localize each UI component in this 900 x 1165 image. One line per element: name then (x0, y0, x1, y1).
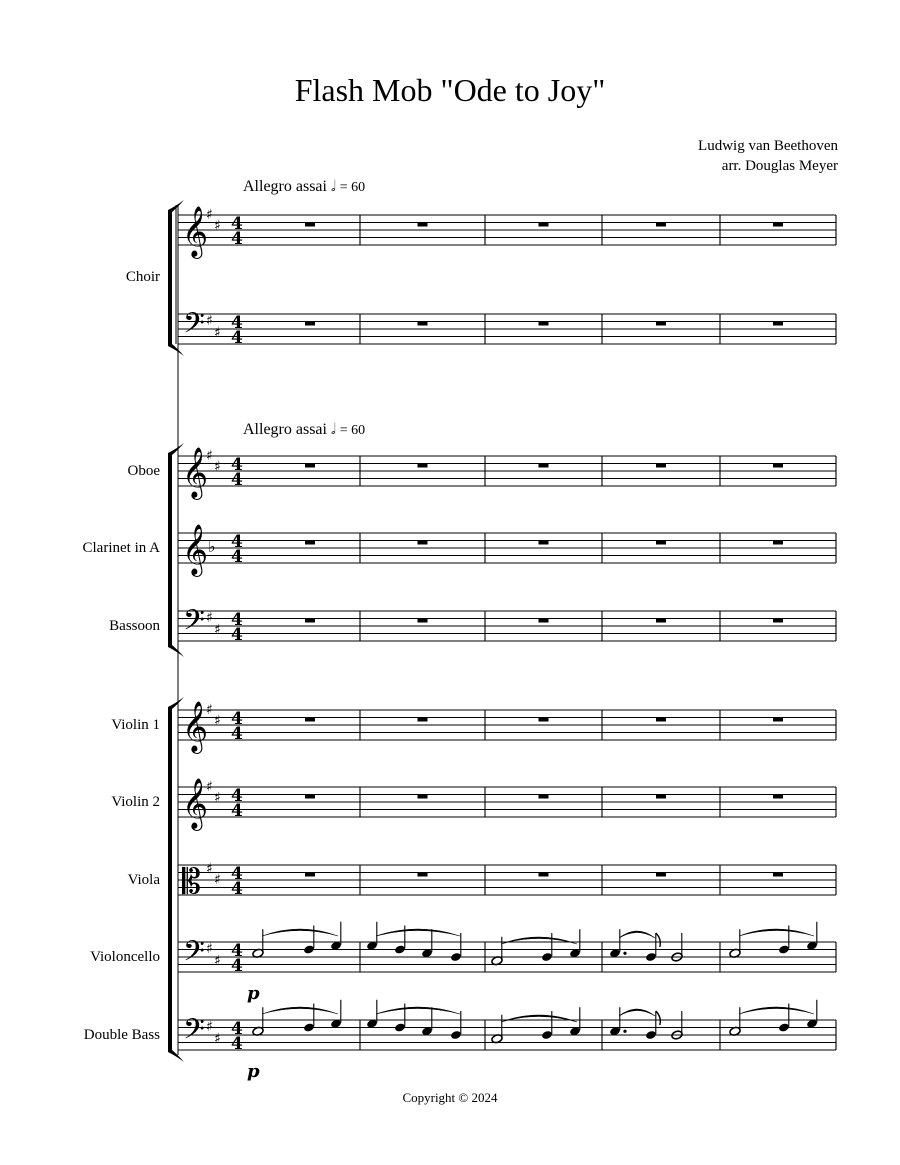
whole-rest (773, 541, 783, 545)
instrument-label-violin1: Violin 1 (111, 717, 160, 733)
dynamic-piano: p (247, 983, 260, 1004)
sharp-icon: ♯ (206, 861, 213, 877)
whole-rest (656, 541, 666, 545)
whole-rest (305, 619, 315, 623)
time-sig-bottom: 4 (231, 328, 243, 348)
whole-rest (539, 464, 549, 468)
sharp-icon: ♯ (206, 448, 213, 464)
note-head (303, 944, 315, 954)
sharp-icon: ♯ (214, 790, 221, 806)
slur (376, 1007, 460, 1014)
whole-rest (656, 795, 666, 799)
whole-rest (305, 873, 315, 877)
flag (656, 1011, 661, 1025)
instrument-label-cello: Violoncello (90, 949, 160, 965)
whole-rest (539, 873, 549, 877)
whole-rest (656, 464, 666, 468)
sharp-icon: ♯ (206, 313, 213, 329)
time-sig-top: 4 (231, 313, 243, 333)
tempo-text: Allegro assai (243, 421, 327, 438)
whole-rest (305, 464, 315, 468)
whole-rest (656, 223, 666, 227)
whole-rest (305, 795, 315, 799)
note-head (541, 952, 553, 962)
whole-rest (539, 223, 549, 227)
whole-rest (773, 322, 783, 326)
whole-rest (539, 795, 549, 799)
sharp-icon: ♯ (206, 610, 213, 626)
sharp-icon: ♯ (214, 325, 221, 341)
note-head (778, 1022, 790, 1032)
staff-violin1 (178, 701, 836, 754)
staff-bass (178, 1000, 836, 1082)
note-head (645, 1030, 657, 1040)
slur (376, 929, 460, 936)
whole-rest (418, 464, 428, 468)
staff-cello (178, 922, 836, 1004)
whole-rest (418, 619, 428, 623)
note-head (541, 1030, 553, 1040)
time-sig-top: 4 (231, 786, 243, 806)
whole-rest (773, 873, 783, 877)
whole-rest (773, 464, 783, 468)
staff-choir-treble (178, 206, 836, 259)
slur (501, 937, 577, 944)
time-sig-top: 4 (231, 214, 243, 234)
treble-clef-icon: 𝄞 (182, 447, 209, 498)
sharp-icon: ♯ (214, 1031, 221, 1047)
time-sig-bottom: 4 (231, 229, 243, 249)
instrument-label-clarinet: Clarinet in A (82, 540, 160, 556)
sharp-icon: ♯ (214, 622, 221, 638)
instrument-label-bassoon: Bassoon (109, 618, 160, 634)
treble-clef-icon: 𝄞 (182, 778, 209, 829)
time-sig-top: 4 (231, 1019, 243, 1039)
instrument-label-oboe: Oboe (127, 463, 160, 479)
staff-viola (178, 861, 836, 902)
sharp-icon: ♯ (206, 779, 213, 795)
note-head (645, 952, 657, 962)
arranger-credit: arr. Douglas Meyer (721, 158, 838, 174)
whole-rest (773, 795, 783, 799)
sharp-icon: ♯ (206, 1019, 213, 1035)
whole-rest (773, 223, 783, 227)
staff-bassoon (178, 604, 836, 645)
sharp-icon: ♯ (214, 218, 221, 234)
slur (262, 1007, 338, 1014)
whole-rest (305, 541, 315, 545)
sharp-icon: ♯ (206, 941, 213, 957)
whole-rest (305, 718, 315, 722)
bass-clef-icon: 𝄢 (183, 307, 205, 347)
instrument-label-bass: Double Bass (83, 1027, 160, 1043)
dynamic-piano: p (247, 1061, 260, 1082)
whole-rest (656, 873, 666, 877)
whole-rest (773, 619, 783, 623)
note-head (303, 1022, 315, 1032)
whole-rest (418, 541, 428, 545)
whole-rest (656, 322, 666, 326)
note-head (450, 952, 462, 962)
time-sig-bottom: 4 (231, 956, 243, 976)
whole-rest (418, 223, 428, 227)
bass-clef-icon: 𝄢 (183, 935, 205, 975)
time-sig-bottom: 4 (231, 1034, 243, 1054)
whole-rest (539, 322, 549, 326)
dot (623, 952, 626, 955)
dot (623, 1030, 626, 1033)
sharp-icon: ♯ (206, 702, 213, 718)
treble-clef-icon: 𝄞 (182, 701, 209, 752)
bass-clef-icon: 𝄢 (183, 604, 205, 644)
whole-rest (305, 322, 315, 326)
slur (619, 931, 655, 938)
staff-clarinet (178, 524, 836, 577)
whole-rest (773, 718, 783, 722)
time-sig-bottom: 4 (231, 879, 243, 899)
staff-choir-bass (178, 307, 836, 348)
sharp-icon: ♯ (214, 953, 221, 969)
time-sig-top: 4 (231, 532, 243, 552)
whole-rest (539, 619, 549, 623)
copyright-notice: Copyright © 2024 (402, 1090, 498, 1105)
whole-rest (305, 223, 315, 227)
staff-oboe (178, 447, 836, 500)
flat-icon: ♭ (208, 537, 216, 556)
time-sig-bottom: 4 (231, 724, 243, 744)
time-sig-bottom: 4 (231, 625, 243, 645)
bass-clef-icon: 𝄢 (183, 1013, 205, 1053)
slur (501, 1015, 577, 1022)
time-sig-top: 4 (231, 709, 243, 729)
instrument-label-viola: Viola (127, 872, 160, 888)
treble-clef-icon: 𝄞 (182, 524, 209, 575)
slur (739, 1007, 814, 1014)
slur (262, 929, 338, 936)
time-sig-bottom: 4 (231, 801, 243, 821)
note-head (394, 944, 406, 954)
composer-credit: Ludwig van Beethoven (698, 138, 838, 154)
note-head (778, 944, 790, 954)
slur (619, 1009, 655, 1016)
sharp-icon: ♯ (214, 713, 221, 729)
whole-rest (656, 718, 666, 722)
time-sig-top: 4 (231, 455, 243, 475)
whole-rest (418, 873, 428, 877)
tempo-value: = 60 (339, 180, 366, 195)
whole-rest (539, 718, 549, 722)
staves (178, 206, 836, 1082)
time-sig-top: 4 (231, 610, 243, 630)
slur (739, 929, 814, 936)
time-sig-top: 4 (231, 864, 243, 884)
tempo-text: Allegro assai (243, 178, 327, 195)
time-sig-bottom: 4 (231, 470, 243, 490)
half-note-icon: 𝅗𝅥 (330, 420, 336, 438)
note-head (394, 1022, 406, 1032)
tempo-value: = 60 (339, 423, 366, 438)
sharp-icon: ♯ (214, 459, 221, 475)
whole-rest (656, 619, 666, 623)
alto-clef-icon: 𝄡 (182, 862, 201, 902)
score-title: Flash Mob "Ode to Joy" (294, 72, 606, 108)
whole-rest (418, 795, 428, 799)
time-sig-top: 4 (231, 941, 243, 961)
instrument-label-violin2: Violin 2 (111, 794, 160, 810)
instrument-label-choir: Choir (125, 269, 160, 285)
half-note-icon: 𝅗𝅥 (330, 177, 336, 195)
whole-rest (418, 718, 428, 722)
whole-rest (539, 541, 549, 545)
sharp-icon: ♯ (206, 207, 213, 223)
staff-violin2 (178, 778, 836, 831)
note-head (450, 1030, 462, 1040)
whole-rest (418, 322, 428, 326)
treble-clef-icon: 𝄞 (182, 206, 209, 257)
flag (656, 933, 661, 947)
sharp-icon: ♯ (214, 872, 221, 888)
time-sig-bottom: 4 (231, 547, 243, 567)
